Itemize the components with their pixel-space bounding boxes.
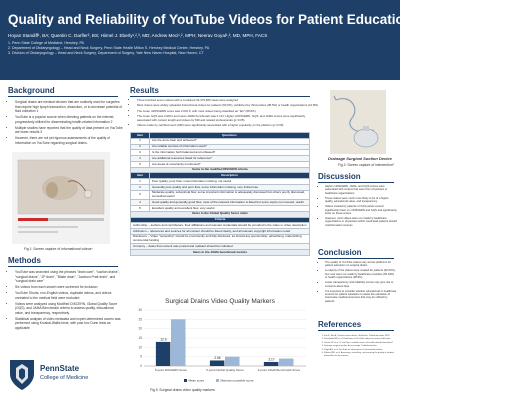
scoring-criteria-table — [130, 132, 310, 256]
discussion-bullet: • These videos were much more likely to be of a higher quality, educational value, and transparency — [325, 197, 397, 204]
reference-item: 4. Drainage surgical suction device image. Published online. — [324, 345, 400, 348]
y-tick-label: 0 — [140, 364, 142, 368]
references-list — [318, 335, 400, 358]
results-bullet: • Three hundred seven videos with a combined 32,479,680 views were analyzed — [137, 99, 319, 103]
poster-header — [0, 0, 531, 80]
bar-max — [279, 359, 294, 366]
results-heading: Results — [130, 86, 159, 95]
reference-item: 3. Osman W, et al. Is YouTube a reliable source of health-related information? — [324, 342, 400, 345]
table-row — [131, 234, 310, 243]
legend-label: Maximum possible score — [220, 378, 254, 383]
table-header-cell: Description — [150, 173, 310, 179]
fig2-caption: Fig 2: Screen capture of intervention⁵ — [338, 163, 395, 167]
results-bullet: • The mean mDISCERN score was 2.6±0.6, with most videos being classified as "fair" (68.6%) — [137, 110, 319, 114]
conclusion-bullet: • A majority of the videos were created for patients (62.54%), but most were not made by healthcare providers (55.94%) or health organizations (38.9%) — [325, 269, 397, 279]
item-number: 2 — [131, 185, 150, 191]
bar-max — [225, 357, 240, 366]
item-number: 5 — [131, 205, 150, 211]
y-tick-label: 25 — [138, 317, 142, 322]
reference-item: 1. Kim E, Wei A. Closed suction drains. StatPearls. Published online 2023. — [324, 335, 400, 338]
section-divider — [318, 258, 394, 259]
background-bullet: • Surgical drains are medical devices that are routinely used for surgeries that require high lymph transection, dissection, or to decrease potential of fluid collection 1 — [15, 100, 123, 114]
references-heading: References — [318, 320, 362, 329]
background-bullet: • YouTube is a popular source when directing patients on the internet, progressively utilized for disseminating health-related information 2 — [15, 115, 123, 124]
group-label: Items in the modified DISCERN criteria — [131, 167, 310, 173]
table-header-cell: Item — [131, 133, 150, 139]
discussion-bullet: • However, most videos were not made by healthcare organizations or physicians which could lead patients toward misinformation sources — [325, 217, 397, 227]
reference-item: 6. Silberg WM, et al. Assessing, controlling, and assuring the quality of medical information on the internet. — [324, 352, 400, 357]
chart-title: Surgical Drains Video Quality Markers — [165, 298, 275, 305]
fig1-image — [12, 152, 110, 244]
item-number: 4 — [131, 200, 150, 206]
section-divider — [8, 266, 118, 267]
table-header-cell: Criteria — [131, 217, 310, 223]
results-list — [130, 99, 319, 129]
data-label: 2.17 — [268, 357, 275, 362]
results-bullet: • Most videos were widely uploaded instructional videos for patients (54.5%), published by third parties (38.5%) or health organizations (41.8%) — [137, 104, 319, 108]
data-label: 12.9 — [160, 337, 167, 342]
conclusion-heading: Conclusion — [318, 248, 362, 257]
item-number: 4 — [131, 156, 150, 162]
results-bullet: • The mean GQS was 2.96±1 and mean JAMA benchmark was 2.1±1; Higher mDISCERN, GQS, and JAMA scores were significantly associated with content length and videos by MD and related professionals (p<0.05) — [137, 115, 319, 122]
y-tick-label: 10 — [138, 345, 142, 350]
group-label: Items in the Global Quality Score index — [131, 211, 310, 217]
bar-mean — [156, 342, 171, 366]
affiliation-item: 3. Division of Otolaryngology – Head and Neck Surgery, Department of Surgery, Yale New Haven Hospital, New Haven, CT — [8, 51, 204, 56]
item-number: 1 — [131, 179, 150, 185]
shield-icon — [8, 358, 36, 392]
table-group-label — [131, 250, 310, 256]
section-divider — [318, 330, 394, 331]
item-text: Attribution – references and sources for all content should be listed clearly, and all relevant copyright information noted — [131, 229, 310, 235]
discussion-bullet: • Higher mDISCERN, JAMA, and GQS scores were associated with content that were from physicians or healthcare organizations — [325, 185, 397, 195]
discussion-bullet: • Videos created by patients or third parties scored significantly lower on mDISCERN and GQS and significantly lower on these scores — [325, 205, 397, 215]
legend-swatch — [216, 379, 219, 382]
item-text: Generally poor quality and poor flow, some information missing, very limited use — [150, 185, 310, 191]
methods-bullet: • Videos were analyzed using Modified DISCERN, Global Quality Score (GQS), and JAMA Benchmark criteria to assess quality, educational value, and transparency, respectively — [15, 302, 123, 316]
item-text: Are additional resources listed for reference? — [150, 156, 310, 162]
methods-list — [8, 270, 123, 332]
category-label: 4-point JAMA Benchmark Score — [257, 368, 301, 372]
item-text: Disclosure – Video "ownership" should be prominently and fully disclosed, as should any sponsorship, advertising, underwriting, commercial funding — [131, 234, 310, 243]
video-screenshot-illustration — [12, 152, 110, 244]
table-header-cell: Questions — [150, 133, 310, 139]
table-row — [131, 190, 310, 199]
methods-bullet: • Six videos from each search were screened for inclusion — [15, 285, 123, 290]
bar-mean — [264, 362, 279, 366]
section-divider — [318, 182, 394, 183]
discussion-heading: Discussion — [318, 172, 361, 181]
logo-wordmark: PennState — [40, 364, 80, 373]
poster-title: Quality and Reliability of YouTube Videos for Patient Education in Surgical Drains — [8, 12, 531, 27]
section-divider — [8, 96, 118, 97]
device-caption: Drainage Surgical Suction Device — [328, 156, 392, 161]
item-text: Moderate quality, suboptimal flow, some important information is adequately discussed but others poorly discussed, somewhat useful — [150, 190, 310, 199]
table-header-cell: Item — [131, 173, 150, 179]
affiliation-item: 2. Department of Otolaryngology – Head and Neck Surgery, Penn State Health Milton S. Hershey Medical Center, Hershey, PA — [8, 46, 210, 51]
background-list — [8, 100, 123, 147]
methods-bullet: • YouTube was searched using the phrases "drain care", "suction drains", "surgical drains", "JP drain", "Blake drain", "Jackson Pratt drain", and "surgical drain care" — [15, 270, 123, 284]
methods-bullet: • Statistical analysis of video metadata and expert-determined scores was performed using Kruskal-Wallis tests, with post hoc Dunn tests as applicable — [15, 317, 123, 331]
item-text: Are areas of uncertainty mentioned? — [150, 161, 310, 167]
conclusion-bullet: • Lower transparency and reliability scores may give rise to concerns about bias — [325, 281, 397, 288]
penn-state-logo — [8, 356, 103, 394]
background-heading: Background — [8, 86, 55, 95]
fig1-caption: Fig 1: Screen capture of informational videos⁴ — [24, 247, 93, 251]
legend-label: Mean score — [188, 378, 205, 383]
item-text: Excellent quality and excellent flow, very useful — [150, 205, 310, 211]
item-text: Currency – dates that content was posted and updated should be indicated — [131, 244, 310, 250]
item-text: Authorship – authors and contributors, their affiliations and relevant credentials should be provided in the video or video description — [131, 223, 310, 229]
item-text: Good quality and generally good flow, most of the relevant information is listed but some topics not covered, useful — [150, 200, 310, 206]
item-number: 2 — [131, 144, 150, 150]
background-bullet: • Multiple studies have reported that the quality of data present on YouTube are lower-results 3 — [15, 126, 123, 135]
conclusion-list — [318, 261, 397, 305]
data-label: 2.96 — [214, 355, 221, 360]
item-number: 3 — [131, 190, 150, 199]
y-tick-label: 5 — [140, 354, 142, 359]
drain-device-image — [330, 90, 386, 154]
y-tick-label: 20 — [138, 326, 142, 331]
quality-markers-chart — [130, 308, 310, 386]
drain-device-illustration — [330, 90, 386, 154]
item-text: Are reliable sources of information used? — [150, 144, 310, 150]
item-text: Poor quality; poor flow; most information missing, not useful — [150, 179, 310, 185]
discussion-list — [318, 185, 397, 229]
item-number: 3 — [131, 150, 150, 156]
category-label: 5-point DISCERN Score — [154, 368, 188, 372]
conclusion-bullet: • It is important to consider whether educational or healthcare sources for patient education to assist the education of inaccurate medical resources that may be utilized by patients — [325, 290, 397, 304]
category-label: 5-point Global Quality Score — [206, 368, 244, 372]
methods-bullet: • YouTube Shorts, non-English videos, duplicate videos, and videos unrelated to the medical field were excluded — [15, 291, 123, 300]
y-tick-label: 30 — [138, 308, 142, 312]
item-number: 5 — [131, 161, 150, 167]
item-number: 1 — [131, 138, 150, 144]
affiliation-list — [8, 41, 209, 57]
logo-subtitle: College of Medicine — [40, 375, 89, 381]
reference-item: 5. Singh AG, et al. YouTube for information on rheumatoid arthritis. — [324, 349, 400, 352]
item-text: Are the aims clear and achieved? — [150, 138, 310, 144]
author-list: Hoyan Standiff¹, BA; Quentin C. Darfler², BS; Hiimel J. Eberly¹,²,³, MD; Andrew Meci¹,², MPH; Neerav Goyal¹,², MD, MPH, FACS — [8, 33, 268, 38]
section-divider — [130, 96, 310, 97]
group-label: Items in the JAMA benchmark metrics — [131, 250, 310, 256]
methods-heading: Methods — [8, 256, 41, 265]
background-bullet: • However, there are not yet rigorous assessments of the quality of information on YouTube regarding surgical drains. — [15, 136, 123, 145]
y-tick-label: 15 — [138, 336, 142, 340]
bar-max — [171, 319, 186, 366]
reference-item: 2. Ferhatoglu MF, et al. Evaluation of YouTube videos for patient education. — [324, 338, 400, 341]
bar-mean — [210, 360, 225, 366]
fig3-caption: Fig 3: Surgical drains video quality markers — [150, 388, 215, 392]
results-bullet: • Videos made by certified users (MD) were significantly associated with a higher popularity on the platform (p<0.05) — [137, 124, 319, 128]
affiliation-item: 1. Penn State College of Medicine, Hershey, PA — [8, 41, 84, 45]
item-text: Is the information both balanced and unbiased? — [150, 150, 310, 156]
conclusion-bullet: • The quality of YouTube videos vary across platforms for patient education on surgical drains — [325, 261, 397, 268]
legend-swatch — [184, 379, 187, 382]
